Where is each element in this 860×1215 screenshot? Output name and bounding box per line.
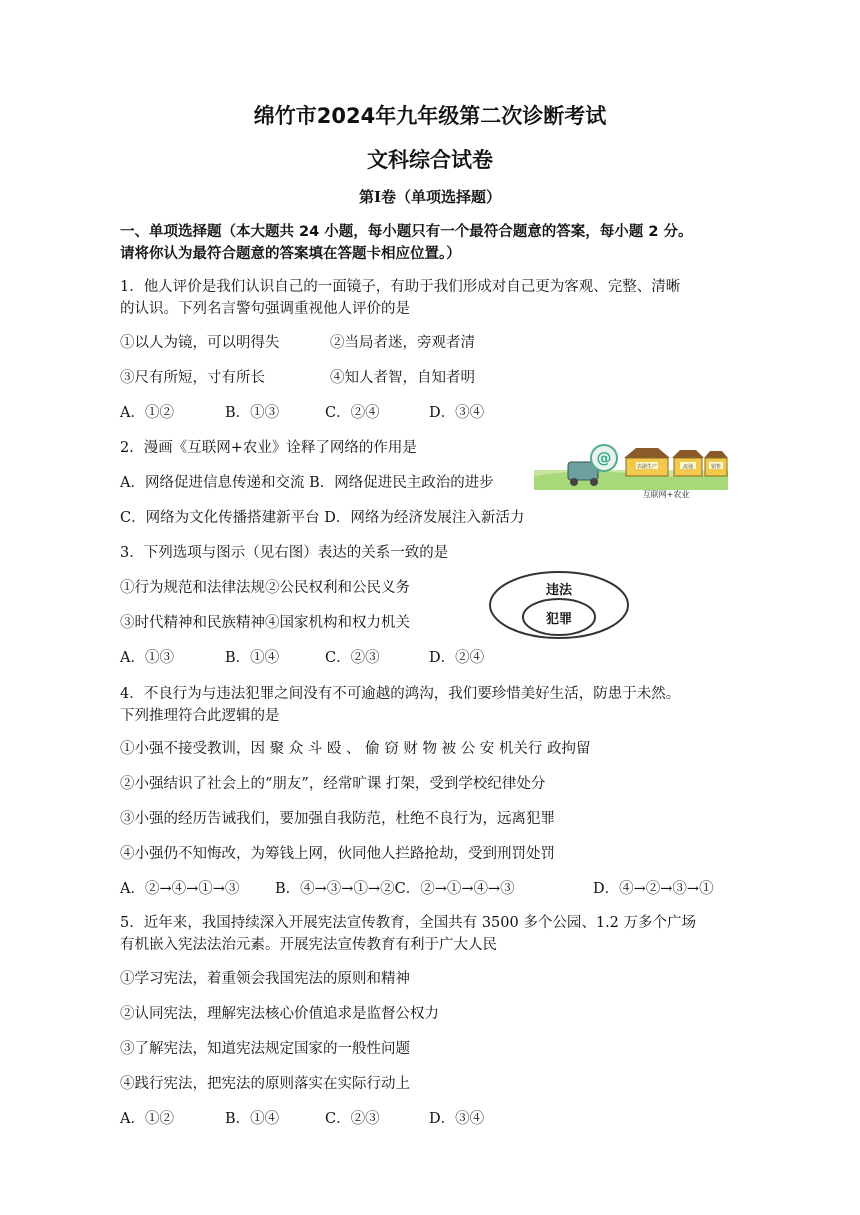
instructions-line-1: 一、单项选择题（本大题共 24 小题，每小题只有一个最符合题意的答案，每小题 2 分。	[120, 224, 693, 240]
q1-options	[120, 403, 484, 423]
q4-option-bc: B．④→③→①→②C．②→①→④→③	[275, 881, 515, 897]
q4-stem-line-2: 下列推理符合此逻辑的是	[120, 708, 280, 724]
q3-statements-1-2: ①行为规范和法律法规②公民权利和公民义务	[120, 580, 410, 596]
illegal-crime-diagram	[488, 570, 630, 640]
q1-stem-line-1: 1．他人评价是我们认识自己的一面镜子，有助于我们形成对自己更为客观、完整、清晰	[120, 279, 681, 295]
q5-statement-4: ④践行宪法，把宪法的原则落实在实际行动上	[120, 1076, 410, 1092]
q1-option-c: C．②④	[325, 405, 380, 421]
section-heading: 第Ⅰ卷（单项选择题）	[358, 188, 502, 206]
q3-option-c: C．②③	[325, 650, 380, 666]
q1-option-a: A．①②	[120, 405, 174, 421]
q3-options	[120, 648, 484, 668]
svg-text:@: @	[596, 449, 612, 467]
q5-statement-1: ①学习宪法，着重领会我国宪法的原则和精神	[120, 971, 410, 987]
q1-statement-1: ①以人为镜，可以明得失	[120, 335, 280, 351]
q5-option-a: A．①②	[120, 1111, 174, 1127]
q1-stem-line-2: 的认识。下列名言警句强调重视他人评价的是	[120, 301, 410, 317]
q5-options	[120, 1109, 484, 1129]
comic-house-label-1: 农副生产	[636, 464, 658, 470]
q3-option-b: B．①④	[225, 650, 280, 666]
q5-option-b: B．①④	[225, 1111, 280, 1127]
q2-stem: 2．漫画《互联网+农业》诠释了网络的作用是	[120, 440, 417, 456]
q4-statement-1: ①小强不接受教训，因 聚 众 斗 殴 、 偷 窃 财 物 被 公 安 机关行 政拘留	[120, 741, 591, 757]
q4-stem-line-1: 4．不良行为与违法犯罪之间没有不可逾越的鸿沟，我们要珍惜美好生活，防患于未然。	[120, 686, 681, 702]
q2-options-cd: C．网络为文化传播搭建新平台 D．网络为经济发展注入新活力	[120, 510, 525, 526]
diagram-inner-label: 犯罪	[545, 612, 573, 627]
comic-house-label-3: 销售	[710, 464, 722, 470]
q5-option-d: D．③④	[429, 1111, 485, 1127]
internet-agriculture-comic	[534, 440, 728, 500]
q5-option-c: C．②③	[325, 1111, 380, 1127]
q4-statement-2: ②小强结识了社会上的“朋友”，经常旷课 打架，受到学校纪律处分	[120, 776, 546, 792]
q1-option-d: D．③④	[429, 405, 485, 421]
comic-house-label-2: 流通	[682, 464, 694, 470]
q2-options-ab: A．网络促进信息传递和交流 B．网络促进民主政治的进步	[120, 475, 494, 491]
q4-option-d: D．④→②→③→①	[593, 881, 714, 897]
q1-statement-2: ②当局者迷，旁观者清	[330, 335, 475, 351]
exam-subtitle: 文科综合试卷	[367, 148, 493, 172]
q1-statement-3: ③尺有所短，寸有所长	[120, 370, 265, 386]
q5-statement-3: ③了解宪法，知道宪法规定国家的一般性问题	[120, 1041, 410, 1057]
q3-stem: 3．下列选项与图示（见右图）表达的关系一致的是	[120, 545, 449, 561]
comic-caption: 互联网+农业	[642, 490, 690, 499]
instructions-line-2: 请将你认为最符合题意的答案填在答题卡相应位置。）	[120, 246, 461, 262]
exam-title: 绵竹市2024年九年级第二次诊断考试	[253, 104, 607, 128]
q4-option-a: A．②→④→①→③	[120, 881, 240, 897]
q3-statements-3-4: ③时代精神和民族精神④国家机构和权力机关	[120, 615, 410, 631]
q1-option-b: B．①③	[225, 405, 280, 421]
q1-statement-4: ④知人者智，自知者明	[330, 370, 475, 386]
q4-options	[120, 879, 714, 899]
q5-stem-line-1: 5．近年来，我国持续深入开展宪法宣传教育，全国共有 3500 多个公园、1.2 万多个广场	[120, 915, 697, 931]
q4-statement-4: ④小强仍不知悔改，为筹钱上网，伙同他人拦路抢劫，受到刑罚处罚	[120, 846, 555, 862]
q3-option-d: D．②④	[429, 650, 485, 666]
q3-option-a: A．①③	[120, 650, 174, 666]
q4-statement-3: ③小强的经历告诫我们，要加强自我防范，杜绝不良行为，远离犯罪	[120, 811, 555, 827]
q5-stem-line-2: 有机嵌入宪法法治元素。开展宪法宣传教育有利于广大人民	[120, 937, 497, 953]
diagram-outer-label: 违法	[545, 583, 573, 598]
q5-statement-2: ②认同宪法，理解宪法核心价值追求是监督公权力	[120, 1006, 439, 1022]
